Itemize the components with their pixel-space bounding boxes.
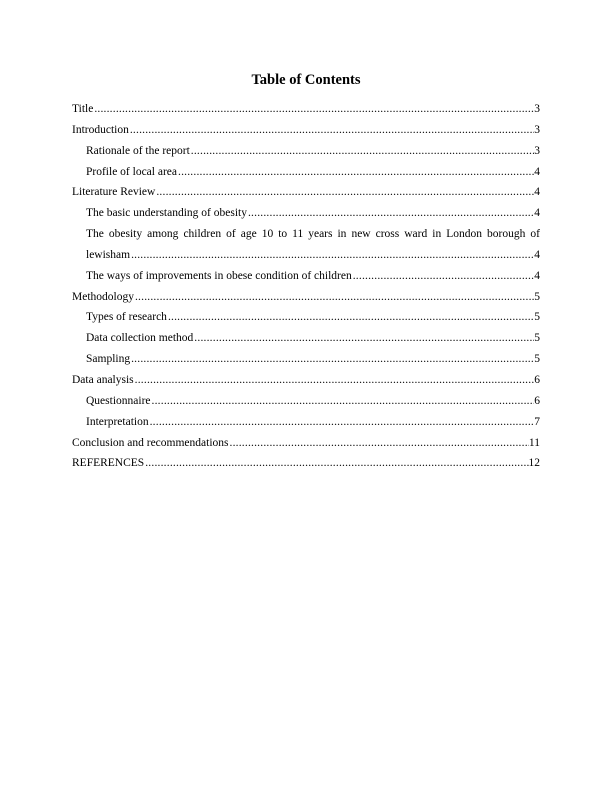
toc-entry-page: 5 xyxy=(534,311,540,324)
toc-entry-literature-review[interactable] xyxy=(72,182,540,203)
toc-entry-basic-understanding[interactable] xyxy=(72,203,540,224)
toc-entry-rationale[interactable] xyxy=(72,141,540,162)
toc-entry-word: age xyxy=(240,228,257,241)
toc-entry-word: cross xyxy=(375,228,400,241)
toc-entry-interpretation[interactable] xyxy=(72,412,540,433)
dot-leader xyxy=(149,412,535,433)
toc-entry-page: 4 xyxy=(534,165,540,178)
toc-entry-label: Data collection method xyxy=(86,332,194,345)
toc-entry-label: Rationale of the report xyxy=(86,144,190,157)
toc-entry-page: 4 xyxy=(534,186,540,199)
toc-entry-page: 3 xyxy=(534,103,540,115)
toc-entry-word: of xyxy=(530,228,540,241)
toc-entry-word: to xyxy=(278,228,288,241)
dot-leader xyxy=(134,370,535,391)
toc-entry-label: REFERENCES xyxy=(72,457,145,470)
toc-entry-page: 11 xyxy=(528,436,540,449)
dot-leader xyxy=(155,182,534,203)
dot-leader xyxy=(247,203,534,224)
toc-entry-methodology[interactable] xyxy=(72,287,540,308)
toc-entry-page: 4 xyxy=(534,269,540,282)
toc-entry-page: 6 xyxy=(534,373,540,386)
toc-entry-word: ward xyxy=(404,228,428,241)
toc-entry-label: Profile of local area xyxy=(86,165,177,178)
dot-leader xyxy=(151,391,535,412)
toc-entry-label: Interpretation xyxy=(86,415,149,428)
toc-entry-label: Conclusion and recommendations xyxy=(72,436,229,449)
toc-entry-page: 5 xyxy=(534,353,540,366)
toc-list xyxy=(72,99,540,474)
toc-entry-page: 3 xyxy=(534,144,540,157)
dot-leader xyxy=(352,266,535,287)
toc-entry-word: borough xyxy=(486,228,526,241)
dot-leader xyxy=(190,141,534,162)
toc-entry-word: among xyxy=(147,228,179,241)
toc-entry-label: Literature Review xyxy=(72,186,156,199)
toc-entry-word: children xyxy=(183,228,222,241)
toc-entry-label: Methodology xyxy=(72,290,134,303)
toc-entry-page: 4 xyxy=(534,207,540,220)
toc-entry-data-analysis[interactable] xyxy=(72,370,540,391)
toc-entry-references[interactable] xyxy=(72,453,540,474)
toc-entry-label: lewisham xyxy=(86,248,131,261)
toc-entry-page: 7 xyxy=(534,415,540,428)
toc-entry-word: 11 xyxy=(292,228,304,241)
toc-entry-obesity-children-first-line[interactable] xyxy=(72,224,540,245)
toc-entry-types-of-research[interactable] xyxy=(72,307,540,328)
toc-entry-word: in xyxy=(337,228,347,241)
toc-entry-word: new xyxy=(351,228,371,241)
toc-entry-sampling[interactable] xyxy=(72,349,540,370)
toc-entry-title[interactable] xyxy=(72,99,540,120)
toc-entry-questionnaire[interactable] xyxy=(72,391,540,412)
toc-entry-word: years xyxy=(308,228,333,241)
dot-leader xyxy=(130,245,534,266)
toc-entry-page: 5 xyxy=(534,290,540,303)
dot-leader xyxy=(229,433,529,454)
dot-leader xyxy=(93,99,534,120)
toc-entry-label: Sampling xyxy=(86,353,131,366)
toc-entry-label: Types of research xyxy=(86,311,167,324)
toc-entry-label: Questionnaire xyxy=(86,394,151,407)
toc-entry-word: obesity xyxy=(108,228,143,241)
toc-entry-introduction[interactable] xyxy=(72,120,540,141)
toc-entry-word: in xyxy=(432,228,442,241)
dot-leader xyxy=(167,307,534,328)
toc-entry-label: Introduction xyxy=(72,123,129,136)
toc-entry-obesity-children-continued[interactable] xyxy=(72,245,540,266)
toc-title: Table of Contents xyxy=(251,72,361,88)
toc-entry-label: Title xyxy=(72,103,94,115)
dot-leader xyxy=(134,287,534,308)
toc-entry-word: The xyxy=(86,228,104,241)
dot-leader xyxy=(144,453,528,474)
toc-entry-word: of xyxy=(226,228,236,241)
toc-entry-data-collection[interactable] xyxy=(72,328,540,349)
dot-leader xyxy=(129,120,534,141)
toc-entry-page: 5 xyxy=(534,332,540,345)
toc-entry-conclusion[interactable] xyxy=(72,433,540,454)
toc-entry-page: 6 xyxy=(534,394,540,407)
toc-entry-label: The basic understanding of obesity xyxy=(86,207,247,220)
toc-entry-page: 4 xyxy=(534,248,540,261)
toc-entry-profile[interactable] xyxy=(72,162,540,183)
toc-entry-label: Data analysis xyxy=(72,373,134,386)
dot-leader xyxy=(177,162,534,183)
toc-entry-label: The ways of improvements in obese condition of children xyxy=(86,269,352,282)
toc-entry-improvements[interactable] xyxy=(72,266,540,287)
dot-leader xyxy=(130,349,534,370)
toc-entry-word: London xyxy=(446,228,482,241)
toc-entry-page: 12 xyxy=(528,457,540,470)
toc-entry-word: 10 xyxy=(261,228,274,241)
dot-leader xyxy=(193,328,534,349)
toc-entry-page: 3 xyxy=(534,123,540,136)
